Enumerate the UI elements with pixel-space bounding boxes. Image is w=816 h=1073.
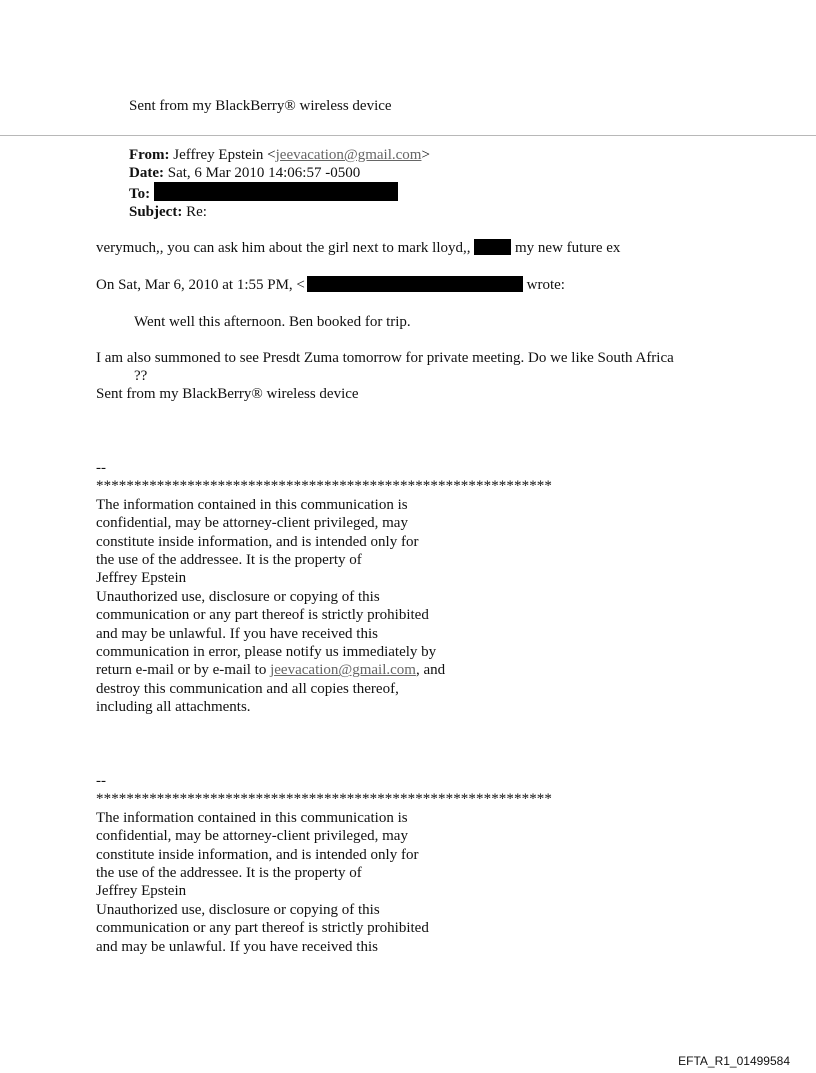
disclaimer-line: The information contained in this communication is [96, 809, 408, 826]
disclaimer-line: and may be unlawful. If you have received this [96, 625, 378, 642]
disclaimer-block-2 [96, 772, 552, 956]
disclaimer-email-prefix: return e-mail or by e-mail to [96, 662, 271, 679]
disclaimer-line: communication in error, please notify us immediately by [96, 644, 437, 661]
email-header [129, 146, 430, 221]
from-email-link[interactable]: jeevacation@gmail.com [275, 147, 422, 163]
divider [0, 135, 816, 136]
subject-value: Re: [186, 204, 207, 220]
from-label: From: [129, 147, 170, 163]
date-row [129, 164, 430, 182]
quote-intro-end: wrote: [526, 277, 565, 293]
quoted-line-1: Went well this afternoon. Ben booked for trip. [134, 314, 411, 330]
disclaimer-block [96, 459, 552, 717]
quoted-line-2: I am also summoned to see Presdt Zuma tomorrow for private meeting. Do we like South Africa [96, 350, 674, 366]
disclaimer-dashes: -- [96, 773, 106, 789]
disclaimer-line: The information contained in this communication is [96, 496, 408, 513]
disclaimer-line: the use of the addressee. It is the property of [96, 552, 362, 569]
date-value: Sat, 6 Mar 2010 14:06:57 -0500 [167, 165, 361, 181]
redaction-box [474, 239, 511, 255]
disclaimer-line: constitute inside information, and is intended only for [96, 846, 419, 863]
disclaimer-line: and may be unlawful. If you have received this [96, 938, 378, 955]
subject-row [129, 203, 430, 221]
disclaimer-line: Unauthorized use, disclosure or copying of this [96, 588, 380, 605]
date-label: Date: [129, 165, 164, 181]
reply-text: verymuch,, you can ask him about the girl next to mark lloyd,, [96, 240, 471, 256]
disclaimer-dashes: -- [96, 460, 106, 476]
from-name: Jeffrey Epstein < [173, 147, 276, 163]
subject-label: Subject: [129, 204, 183, 220]
quote-intro-text: On Sat, Mar 6, 2010 at 1:55 PM, < [96, 277, 305, 293]
disclaimer-email-suffix: , and [415, 662, 446, 679]
disclaimer-stars: ************************************************************ [96, 791, 552, 808]
top-signature: Sent from my BlackBerry® wireless device [129, 98, 392, 114]
quoted-signature: Sent from my BlackBerry® wireless device [96, 386, 359, 402]
disclaimer-line: Jeffrey Epstein [96, 570, 187, 587]
from-row [129, 146, 430, 164]
disclaimer-line: communication or any part thereof is strictly prohibited [96, 607, 429, 624]
disclaimer-line: confidential, may be attorney-client privileged, may [96, 515, 408, 532]
from-end: > [421, 147, 430, 163]
to-row [129, 182, 430, 203]
redaction-box [307, 276, 523, 292]
to-label: To: [129, 186, 151, 202]
disclaimer-email-link[interactable]: jeevacation@gmail.com [270, 662, 416, 679]
disclaimer-line: confidential, may be attorney-client privileged, may [96, 828, 408, 845]
redaction-box [154, 182, 398, 201]
quoted-line-3: ?? [134, 368, 148, 384]
disclaimer-email-line [96, 661, 552, 679]
quote-intro [96, 276, 565, 294]
disclaimer-stars: ************************************************************ [96, 478, 552, 495]
reply-text-end: my new future ex [515, 240, 621, 256]
disclaimer-line: including all attachments. [96, 699, 251, 716]
disclaimer-line: constitute inside information, and is intended only for [96, 533, 419, 550]
disclaimer-line: Jeffrey Epstein [96, 883, 187, 900]
disclaimer-line: destroy this communication and all copies thereof, [96, 680, 399, 697]
reply-body [96, 239, 620, 257]
disclaimer-line: Unauthorized use, disclosure or copying of this [96, 901, 380, 918]
disclaimer-line: the use of the addressee. It is the property of [96, 865, 362, 882]
document-id: EFTA_R1_01499584 [678, 1054, 790, 1068]
disclaimer-line: communication or any part thereof is strictly prohibited [96, 920, 429, 937]
